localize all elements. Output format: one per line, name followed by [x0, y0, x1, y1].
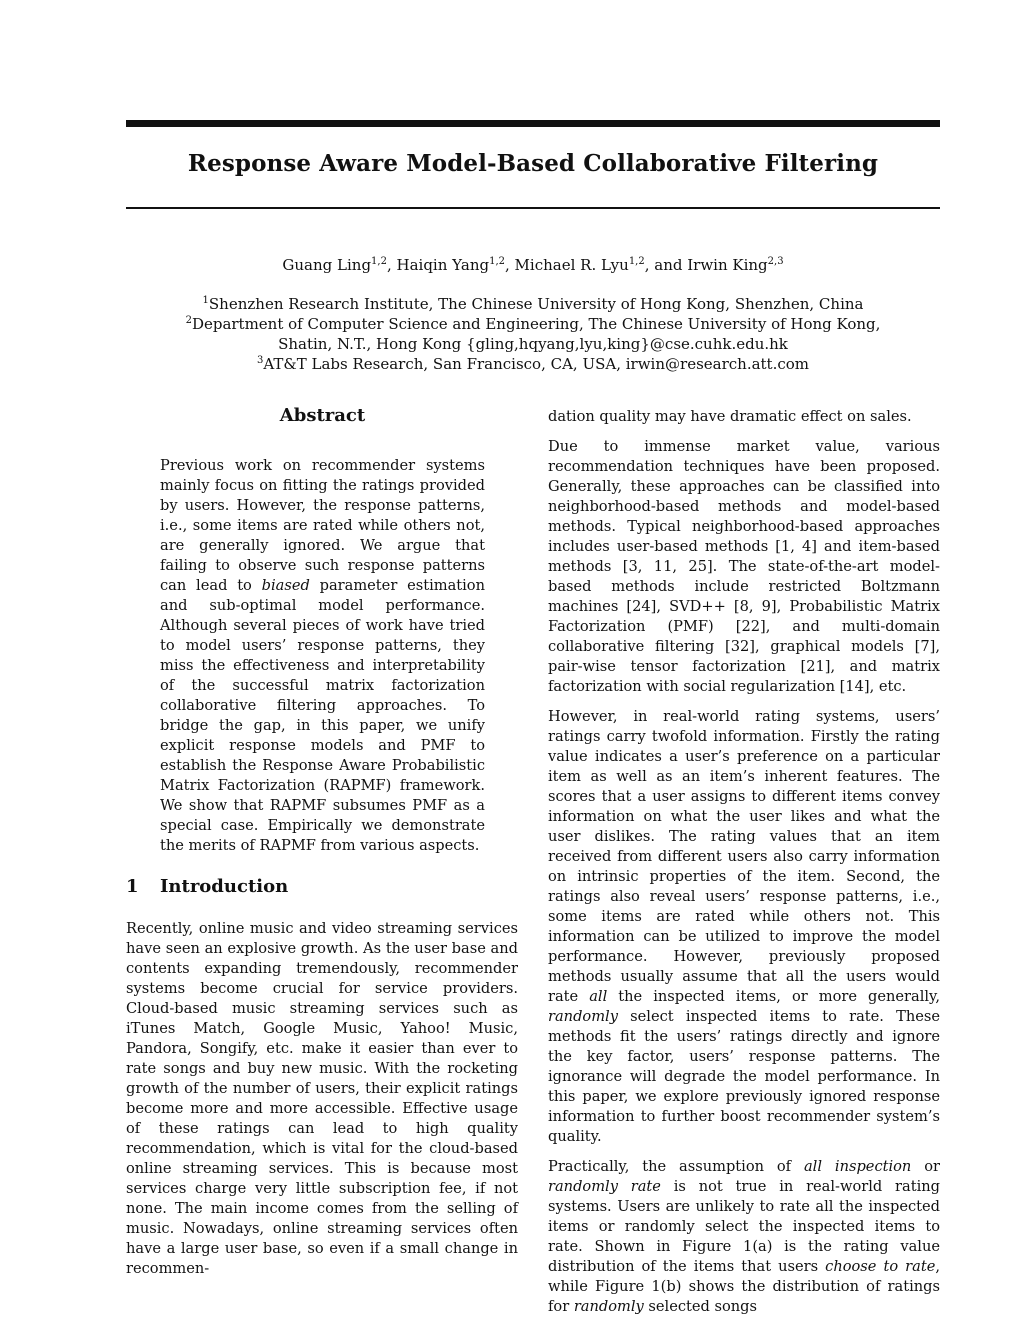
author-separator: , [386, 256, 397, 274]
abstract-run: Previous work on recommender systems mainly focus on fitting the ratings provided by users. However, the response patterns, i.e., some items are rated while others not, are generally ignored. We argue that failing to observe such response patterns can lead to [160, 457, 485, 594]
affiliation-3 [126, 354, 940, 374]
author-name: Haiqin Yang [396, 256, 490, 274]
author-affil-sup: 1,2 [371, 256, 387, 267]
text-emphasis: all inspection [803, 1158, 912, 1175]
affiliation-1 [126, 294, 940, 314]
abstract-text [160, 456, 485, 856]
text-emphasis: randomly [573, 1298, 644, 1315]
title-rule [126, 207, 940, 209]
text-emphasis: all [589, 988, 608, 1005]
top-rule [126, 120, 940, 127]
section-heading [126, 876, 518, 897]
text-emphasis: randomly rate [548, 1178, 661, 1195]
author-list [126, 256, 940, 274]
text-emphasis: randomly [548, 1008, 618, 1025]
affil-text: Shenzhen Research Institute, The Chinese University of Hong Kong, Shenzhen, China [208, 295, 864, 313]
text-run: the inspected items, or more generally, [607, 988, 940, 1005]
affil-text: AT&T Labs Research, San Francisco, CA, USA, irwin@research.att.com [263, 355, 810, 373]
intro-paragraph-3 [548, 707, 940, 1147]
text-run: is not true in real-world rating systems. Users are unlikely to rate all the inspected items or randomly select the inspected items to rate. Shown in Figure 1(a) is the rating value distribution of the items that users [548, 1178, 940, 1275]
text-run: , while Figure 1(b) shows the distribution of ratings for [548, 1258, 940, 1315]
affil-sup: 3 [256, 355, 264, 366]
section-number: 1 [126, 876, 139, 897]
text-run: Practically, the assumption of [548, 1158, 804, 1175]
abstract-heading: Abstract [279, 405, 366, 426]
abstract-emphasis: biased [261, 577, 310, 594]
text-run: or [911, 1158, 940, 1175]
affiliations [126, 294, 940, 374]
author-affil-sup: 1,2 [489, 256, 505, 267]
text-run: select inspected items to rate. These methods fit the users’ ratings directly and ignore the key factor, users’ response patterns. The ignorance will degrade the model performance. In this paper, we explore previously ignored response information to further boost recommender system’s quality. [548, 1008, 940, 1145]
author-affil-sup: 2,3 [767, 256, 784, 267]
author-name: Guang Ling [282, 256, 372, 274]
abstract-run: parameter estimation and sub-optimal model performance. Although several pieces of work have tried to model users’ response patterns, they miss the effectiveness and interpretability of the successful matrix factorization collaborative filtering approaches. To bridge the gap, in this paper, we unify explicit response models and PMF to establish the Response Aware Probabilistic Matrix Factorization (RAPMF) framework. We show that RAPMF subsumes PMF as a special case. Empirically we demonstrate the merits of RAPMF from various aspects. [160, 577, 485, 854]
affil-sup: 2 [185, 315, 192, 326]
affil-sup: 1 [202, 295, 209, 306]
text-run: selected songs [643, 1298, 758, 1315]
paper-title: Response Aware Model-Based Collaborative Filtering [187, 150, 879, 177]
intro-paragraph-4 [548, 1157, 940, 1317]
author-name: Michael R. Lyu [514, 256, 629, 274]
author-separator: , [505, 256, 515, 274]
right-column [548, 407, 940, 1327]
section-title: Introduction [160, 876, 289, 897]
author-name: Irwin King [687, 256, 768, 274]
affiliation-2-cont: Shatin, N.T., Hong Kong {gling,hqyang,lyu,king}@cse.cuhk.edu.hk [278, 335, 788, 353]
text-run: However, in real-world rating systems, users’ ratings carry twofold information. Firstly the rating value indicates a user’s preference on a particular item as well as an item’s inherent features. The scores that a user assigns to different items convey information on what the user likes and what the user dislikes. The rating values that an item received from different users also carry information on intrinsic properties of the item. Second, the ratings also reveal users’ response patterns, i.e., some items are rated while others not. This information can be utilized to improve the model performance. However, previously proposed methods usually assume that all the users would rate [548, 708, 940, 1005]
author-separator: , and [644, 256, 688, 274]
affiliation-2 [126, 314, 940, 334]
intro-paragraph-2: Due to immense market value, various recommendation techniques have been proposed. Generally, these approaches can be classified into neighborhood-based methods and model-based methods. Typical neighborhood-based approaches includes user-based methods [1, 4] and item-based methods [3, 11, 25]. The state-of-the-art model-based methods include restricted Boltzmann machines [24], SVD++ [8, 9], Probabilistic Matrix Factorization (PMF) [22], and multi-domain collaborative filtering [32], graphical models [7], pair-wise tensor factorization [21], and matrix factorization with social regularization [14], etc. [548, 438, 940, 695]
intro-paragraph-1-continued: dation quality may have dramatic effect on sales. [548, 408, 912, 425]
affil-text: Department of Computer Science and Engineering, The Chinese University of Hong Kong, [191, 315, 881, 333]
intro-paragraph-1: Recently, online music and video streaming services have seen an explosive growth. As the user base and contents expanding tremendously, recommender systems become crucial for service providers. Cloud-based music streaming services such as iTunes Match, Google Music, Yahoo! Music, Pandora, Songify, etc. make it easier than ever to rate songs and buy new music. With the rocketing growth of the number of users, their explicit ratings become more and more accessible. Effective usage of these ratings can lead to high quality recommendation, which is vital for the cloud-based online streaming services. This is because most services charge very little subscription fee, if not none. The main income comes from the selling of music. Nowadays, online streaming services often have a large user base, so even if a small change in recommen- [126, 920, 518, 1277]
author-affil-sup: 1,2 [628, 256, 645, 267]
text-emphasis: choose to rate [825, 1258, 936, 1275]
